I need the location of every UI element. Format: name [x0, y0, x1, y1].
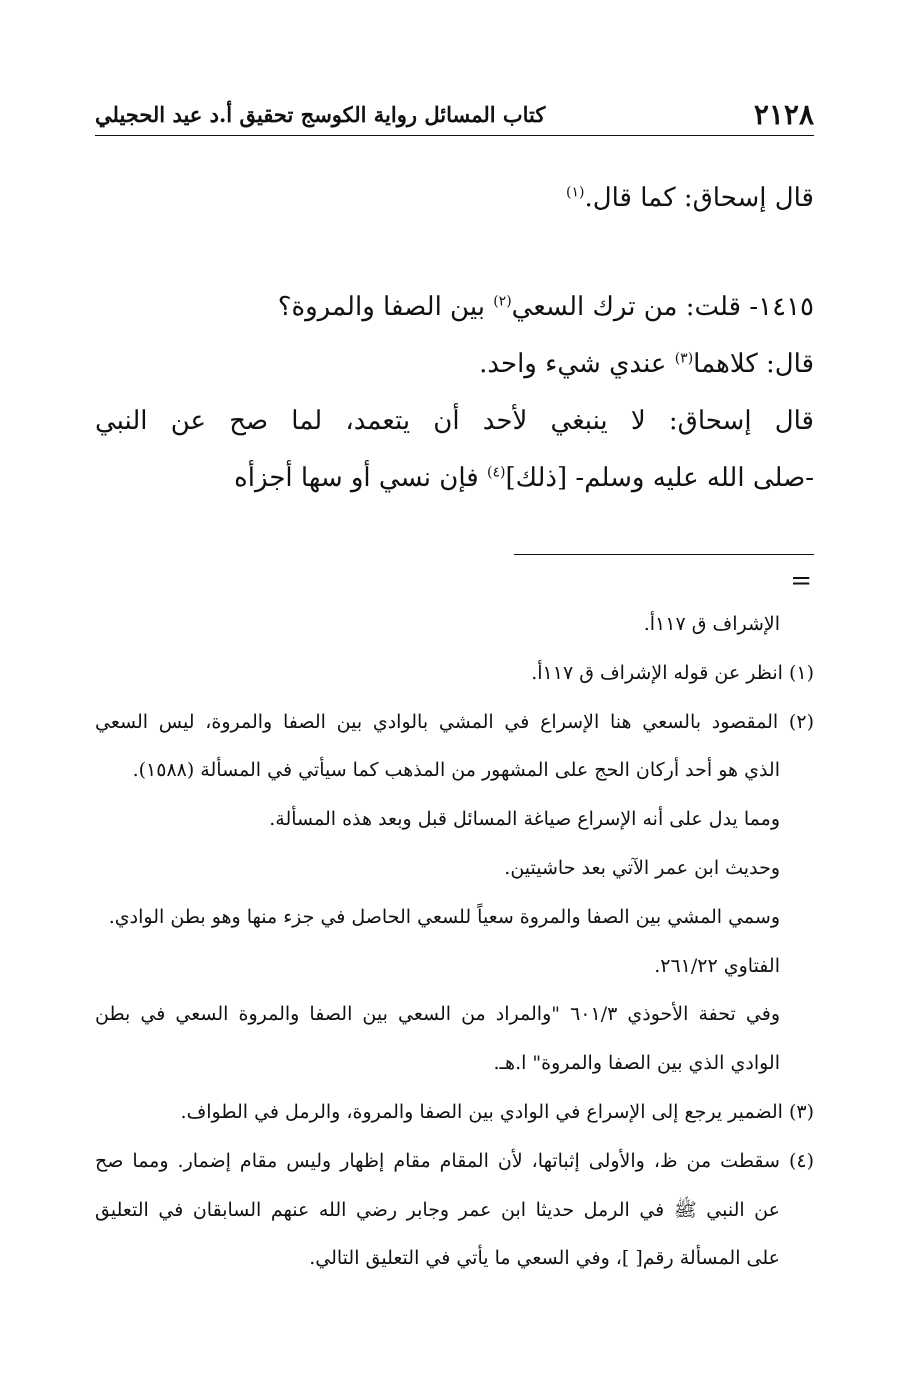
- footnote-line: (٢) المقصود بالسعي هنا الإسراع في المشي بالوادي بين الصفا والمروة، ليس السعي: [95, 710, 814, 733]
- main-line: [95, 450, 814, 507]
- footnote-line: (١) انظر عن قوله الإشراف ق ١١٧أ.: [531, 661, 814, 684]
- main-line-text: قال إسحاق: لا ينبغي لأحد أن يتعمد، لما صح عن النبي: [95, 406, 814, 436]
- footnote-ref[interactable]: (٢): [493, 293, 512, 310]
- header-rule: [95, 135, 814, 136]
- question-text: ١٤١٥- قلت: من ترك السعي: [511, 292, 814, 322]
- footnote-line: على المسألة رقم[ ]، وفي السعي ما يأتي في التعليق التالي.: [309, 1247, 780, 1270]
- footnote-line: وحديث ابن عمر الآتي بعد حاشيتين.: [504, 856, 780, 879]
- footnote-line: وفي تحفة الأحوذي ٦٠١/٣ "والمراد من السعي بين الصفا والمروة السعي في بطن: [95, 1003, 780, 1026]
- question-text: بين الصفا والمروة؟: [277, 292, 494, 322]
- footnote-ref[interactable]: (٣): [674, 350, 694, 367]
- footnote-rule: [514, 554, 814, 555]
- footnotes: [95, 600, 814, 1283]
- answer-text: عندي شيء واحد.: [479, 349, 675, 379]
- footnote-line: وسمي المشي بين الصفا والمروة سعياً للسعي الحاصل في جزء منها وهو بطن الوادي.: [108, 905, 780, 928]
- question-line: [95, 279, 814, 336]
- page-number: ٢١٢٨: [753, 97, 814, 131]
- main-line: [95, 393, 814, 450]
- footnote-line: الإشراف ق ١١٧أ.: [643, 613, 780, 635]
- footnote-line: الذي هو أحد أركان الحج على المشهور من المذهب كما سيأتي في المسألة (١٥٨٨).: [132, 759, 780, 782]
- main-line-text: قال إسحاق: كما قال.: [584, 183, 814, 213]
- main-line-text: -صلى الله عليه وسلم- [ذلك]: [505, 463, 814, 493]
- footnote-line: (٤) سقطت من ظ، والأولى إثباتها، لأن المقام مقام إظهار وليس مقام إضمار. ومما صح: [95, 1149, 814, 1172]
- footnote-line: (٣) الضمير يرجع إلى الإسراع في الوادي بين الصفا والمروة، والرمل في الطواف.: [180, 1100, 814, 1123]
- footnote-ref[interactable]: (١): [566, 184, 585, 201]
- running-title: كتاب المسائل رواية الكوسج تحقيق أ.د عيد الحجيلي: [95, 101, 546, 127]
- page-header: [95, 96, 814, 132]
- footnote-ref[interactable]: (٤): [486, 464, 506, 481]
- footnote-line: الفتاوي ٢٦١/٢٢.: [654, 954, 780, 977]
- footnote-line: عن النبي ﷺ في الرمل حديثا ابن عمر وجابر رضي الله عنهم السابقان في التعليق: [95, 1198, 780, 1221]
- paragraph-gap: [95, 227, 814, 279]
- answer-text: قال: كلاهما: [693, 349, 814, 379]
- footnote-line: الوادي الذي بين الصفا والمروة" ا.هـ.: [493, 1052, 780, 1075]
- footnote-line: ومما يدل على أنه الإسراع صياغة المسائل قبل وبعد هذه المسألة.: [269, 808, 780, 831]
- main-line: [95, 170, 814, 227]
- continuation-mark: =: [790, 566, 812, 596]
- main-text: [95, 170, 814, 507]
- answer-line: [95, 336, 814, 393]
- main-line-text: فإن نسي أو سها أجزأه: [234, 463, 487, 493]
